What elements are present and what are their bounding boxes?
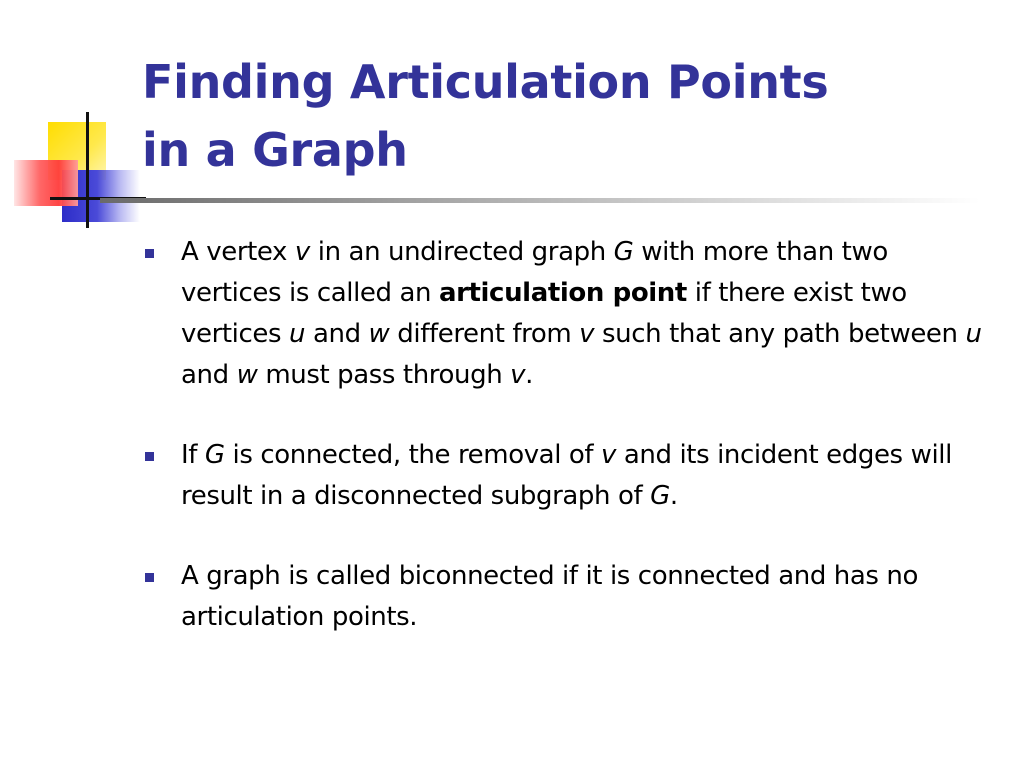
text-run: If	[181, 440, 205, 470]
text-run: is connected, the removal of	[224, 440, 602, 470]
math-var: G	[650, 481, 670, 511]
math-var: w	[236, 360, 258, 390]
square-bullet-icon	[145, 573, 154, 582]
text-run: if there exist two vertices	[181, 278, 907, 349]
math-var: u	[965, 319, 982, 349]
bullet-item	[142, 232, 992, 396]
text-run: in an undirected graph	[309, 237, 614, 267]
corner-decoration	[0, 0, 150, 240]
text-run: and	[305, 319, 369, 349]
bullet-item	[142, 556, 992, 638]
math-var: u	[289, 319, 306, 349]
square-bullet-icon	[145, 249, 154, 258]
math-var: w	[368, 319, 390, 349]
bullet-item	[142, 435, 992, 517]
text-run: and its incident edges will result in a disconnected subgraph of	[181, 440, 952, 511]
math-var: v	[294, 237, 310, 267]
math-var: G	[204, 440, 225, 470]
text-run: different from	[389, 319, 580, 349]
math-var: v	[579, 319, 595, 349]
math-var: v	[510, 360, 526, 390]
text-run: A vertex	[181, 237, 295, 267]
title-line-1: Finding Articulation Points	[142, 55, 829, 109]
math-var: v	[601, 440, 617, 470]
text-run: .	[525, 360, 534, 390]
square-bullet-icon	[145, 452, 154, 461]
text-run: must pass through	[257, 360, 511, 390]
title-line-2: in a Graph	[142, 123, 408, 177]
vertical-line-decoration	[86, 112, 89, 228]
slide-title	[142, 48, 1002, 184]
text-run: and	[181, 360, 237, 390]
text-run: with more than two vertices is called an	[181, 237, 888, 308]
text-run: .	[669, 481, 678, 511]
defined-term: articulation point	[438, 278, 687, 308]
bullet-list	[142, 232, 992, 677]
title-underline	[100, 198, 980, 203]
text-run: A graph is called biconnected if it is connected and has no articulation points.	[181, 561, 918, 632]
text-run: such that any path between	[594, 319, 966, 349]
math-var: G	[613, 237, 634, 267]
